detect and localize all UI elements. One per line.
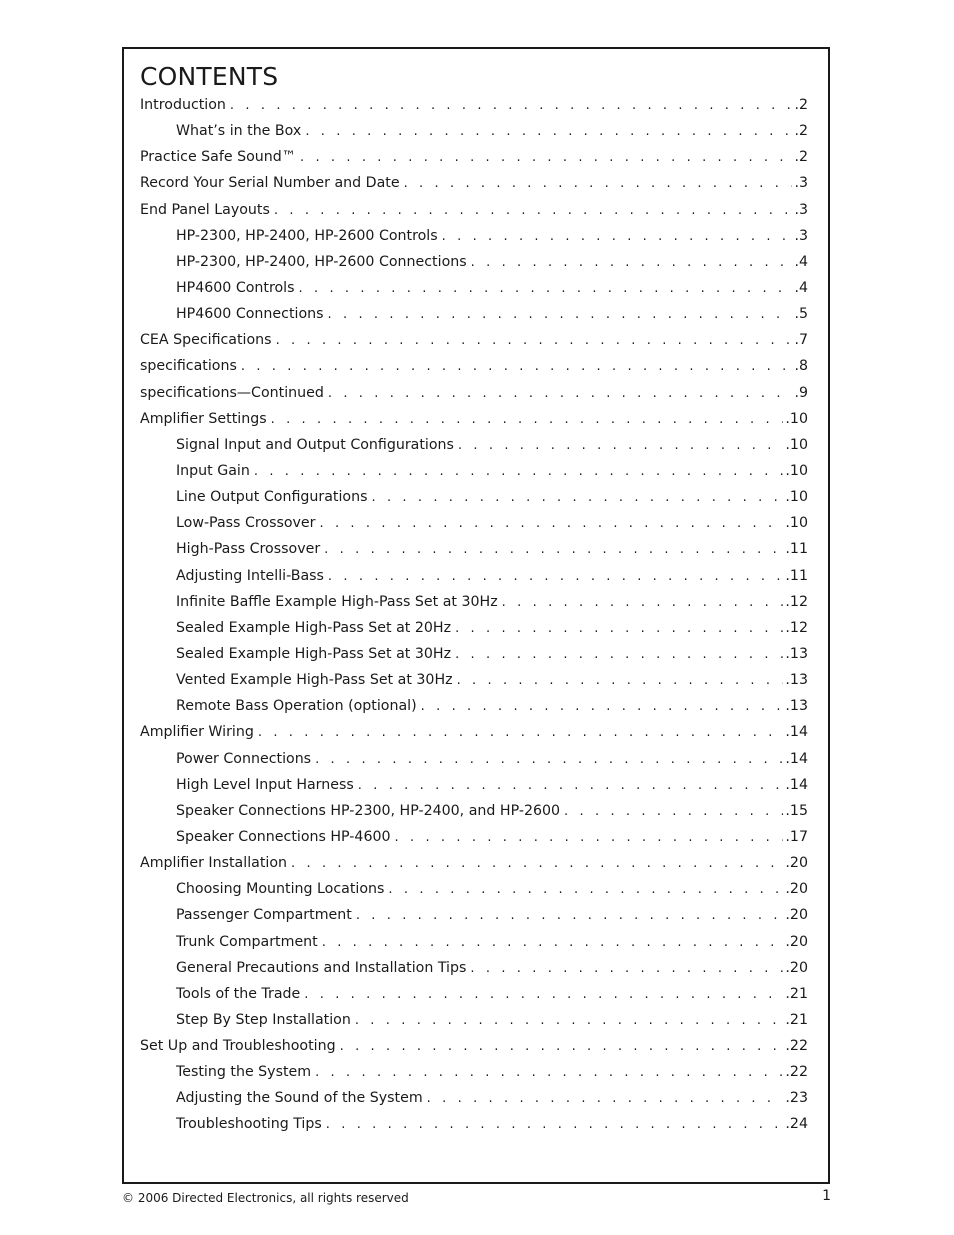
dot-leader <box>355 1008 784 1033</box>
toc-entry-label: Choosing Mounting Locations <box>176 881 385 898</box>
toc-subentry[interactable] <box>140 746 808 772</box>
toc-entry-label: End Panel Layouts <box>140 201 270 218</box>
toc-subentry[interactable] <box>140 981 808 1007</box>
toc-entry-page: .10 <box>785 489 808 506</box>
toc-entry-label: Remote Bass Operation (optional) <box>176 698 417 715</box>
toc-entry-page: .21 <box>785 1011 808 1028</box>
toc-entry-page: .11 <box>785 541 808 558</box>
toc-entry-label: Speaker Connections HP-4600 <box>176 828 391 845</box>
toc-entry-label: High-Pass Crossover <box>176 541 321 558</box>
toc-entry-label: Record Your Serial Number and Date <box>140 175 400 192</box>
toc-entry-label: Sealed Example High-Pass Set at 30Hz <box>176 645 452 662</box>
toc-entry-label: Input Gain <box>176 462 250 479</box>
toc-entry-page: .2 <box>794 123 808 140</box>
toc-entry-label: specifications <box>140 358 237 375</box>
dot-leader <box>274 198 793 223</box>
toc-entry-page: .2 <box>794 149 808 166</box>
toc-subentry[interactable] <box>140 458 808 484</box>
toc-entry-page: .10 <box>785 410 808 427</box>
toc-entry-label: HP4600 Connections <box>176 306 324 323</box>
toc-entry-page: .11 <box>785 567 808 584</box>
toc-subentry[interactable] <box>140 876 808 902</box>
toc-subentry[interactable] <box>140 929 808 955</box>
dot-leader <box>442 224 793 249</box>
toc-entry[interactable] <box>140 850 808 876</box>
toc-entry[interactable] <box>140 92 808 118</box>
dot-leader <box>326 1112 784 1137</box>
toc-subentry[interactable] <box>140 275 808 301</box>
dot-leader <box>388 877 783 902</box>
toc-entry[interactable] <box>140 380 808 406</box>
dot-leader <box>276 328 793 353</box>
toc-entry[interactable] <box>140 170 808 196</box>
dot-leader <box>455 616 783 641</box>
toc-subentry[interactable] <box>140 536 808 562</box>
toc-subentry[interactable] <box>140 1007 808 1033</box>
toc-entry-page: .21 <box>785 985 808 1002</box>
toc-entry-label: HP-2300, HP-2400, HP-2600 Connections <box>176 253 467 270</box>
toc-entry-page: .2 <box>794 97 808 113</box>
dot-leader <box>458 433 783 458</box>
dot-leader <box>356 903 784 928</box>
toc-entry-page: .14 <box>785 776 808 793</box>
toc-subentry[interactable] <box>140 118 808 144</box>
dot-leader <box>305 119 792 144</box>
toc-subentry[interactable] <box>140 1059 808 1085</box>
toc-entry-page: .4 <box>794 253 808 270</box>
copyright-notice: © 2006 Directed Electronics, all rights reserved <box>122 1191 409 1205</box>
toc-entry-label: Line Output Configurations <box>176 489 368 506</box>
toc-entry-page: .20 <box>785 959 808 976</box>
toc-entry-page: .7 <box>794 332 808 349</box>
toc-entry-page: .10 <box>785 436 808 453</box>
toc-entry[interactable] <box>140 353 808 379</box>
toc-entry-page: .14 <box>785 750 808 767</box>
dot-leader <box>300 145 792 170</box>
dot-leader <box>328 381 793 406</box>
toc-subentry[interactable] <box>140 824 808 850</box>
toc-entry[interactable] <box>140 327 808 353</box>
toc-entry-label: What’s in the Box <box>176 123 302 140</box>
toc-entry-page: .12 <box>785 593 808 610</box>
dot-leader <box>455 642 783 667</box>
toc-subentry[interactable] <box>140 641 808 667</box>
toc-entry-page: .22 <box>785 1038 808 1055</box>
dot-leader <box>328 302 793 327</box>
toc-entry-page: .3 <box>794 201 808 218</box>
toc-entry-page: .14 <box>785 724 808 741</box>
dot-leader <box>271 407 784 432</box>
dot-leader <box>324 537 783 562</box>
dot-leader <box>241 354 793 379</box>
dot-leader <box>230 93 793 118</box>
toc-entry-page: .20 <box>785 933 808 950</box>
dot-leader <box>471 250 793 275</box>
toc-entry-label: HP-2300, HP-2400, HP-2600 Controls <box>176 227 438 244</box>
toc-entry-label: Low-Pass Crossover <box>176 515 316 532</box>
toc-subentry[interactable] <box>140 1085 808 1111</box>
dot-leader <box>470 956 783 981</box>
toc-subentry[interactable] <box>140 902 808 928</box>
page-number: 1 <box>822 1188 831 1204</box>
toc-entry-page: .15 <box>785 802 808 819</box>
toc-subentry[interactable] <box>140 955 808 981</box>
toc-entry-page: .20 <box>785 907 808 924</box>
dot-leader <box>457 668 784 693</box>
toc-entry-label: HP4600 Controls <box>176 279 295 296</box>
toc-entry-label: Signal Input and Output Configurations <box>176 436 454 453</box>
toc-entry-label: Amplifier Wiring <box>140 724 254 741</box>
toc-entry-page: .13 <box>785 672 808 689</box>
toc-entry-label: Power Connections <box>176 750 312 767</box>
toc-entry[interactable] <box>140 719 808 745</box>
toc-entry-page: .13 <box>785 645 808 662</box>
toc-subentry[interactable] <box>140 249 808 275</box>
toc-subentry[interactable] <box>140 1111 808 1137</box>
dot-leader <box>358 773 784 798</box>
toc-entry-page: .10 <box>785 462 808 479</box>
toc-entry-page: .23 <box>785 1090 808 1107</box>
toc-subentry[interactable] <box>140 301 808 327</box>
dot-leader <box>395 825 784 850</box>
toc-entry-label: Passenger Compartment <box>176 907 352 924</box>
toc-entry-label: High Level Input Harness <box>176 776 354 793</box>
toc-entry-label: Sealed Example High-Pass Set at 20Hz <box>176 619 452 636</box>
toc-entry-label: Introduction <box>140 97 226 113</box>
toc-entry-page: .13 <box>785 698 808 715</box>
toc-subentry[interactable] <box>140 798 808 824</box>
toc-subentry[interactable] <box>140 484 808 510</box>
toc-entry-label: Vented Example High-Pass Set at 30Hz <box>176 672 453 689</box>
toc-entry-page: .20 <box>785 855 808 872</box>
toc-entry-page: .24 <box>785 1116 808 1133</box>
toc-subentry[interactable] <box>140 667 808 693</box>
dot-leader <box>322 930 784 955</box>
toc-entry-page: .4 <box>794 279 808 296</box>
toc-subentry[interactable] <box>140 589 808 615</box>
toc-subentry[interactable] <box>140 432 808 458</box>
dot-leader <box>371 485 783 510</box>
toc-entry-page: .10 <box>785 515 808 532</box>
dot-leader <box>315 747 783 772</box>
toc-entry-page: .12 <box>785 619 808 636</box>
table-of-contents <box>140 92 808 1138</box>
toc-entry-page: .22 <box>785 1064 808 1081</box>
dot-leader <box>258 720 784 745</box>
toc-subentry[interactable] <box>140 693 808 719</box>
toc-entry-label: CEA Specifications <box>140 332 272 349</box>
toc-entry-label: Step By Step Installation <box>176 1011 351 1028</box>
dot-leader <box>404 171 793 196</box>
dot-leader <box>291 851 783 876</box>
toc-entry-page: .17 <box>785 828 808 845</box>
dot-leader <box>502 590 784 615</box>
dot-leader <box>421 694 784 719</box>
toc-entry-label: Set Up and Troubleshooting <box>140 1038 336 1055</box>
toc-subentry[interactable] <box>140 223 808 249</box>
page-title: CONTENTS <box>140 62 279 91</box>
toc-entry-page: .9 <box>794 384 808 401</box>
toc-entry-page: .3 <box>794 227 808 244</box>
toc-entry-label: General Precautions and Installation Tips <box>176 959 467 976</box>
dot-leader <box>340 1034 784 1059</box>
toc-entry[interactable] <box>140 1033 808 1059</box>
toc-entry-label: Adjusting Intelli-Bass <box>176 567 324 584</box>
toc-subentry[interactable] <box>140 563 808 589</box>
dot-leader <box>564 799 783 824</box>
toc-entry-label: Testing the System <box>176 1064 312 1081</box>
dot-leader <box>315 1060 783 1085</box>
toc-entry[interactable] <box>140 197 808 223</box>
toc-entry-label: Tools of the Trade <box>176 985 301 1002</box>
toc-entry-page: .8 <box>794 358 808 375</box>
dot-leader <box>304 982 783 1007</box>
toc-entry-page: .5 <box>794 306 808 323</box>
toc-entry-label: Speaker Connections HP-2300, HP-2400, and HP-2600 <box>176 802 561 819</box>
dot-leader <box>299 276 793 301</box>
toc-entry-label: Adjusting the Sound of the System <box>176 1090 423 1107</box>
dot-leader <box>427 1086 784 1111</box>
toc-entry[interactable] <box>140 406 808 432</box>
toc-entry-label: specifications—Continued <box>140 384 324 401</box>
toc-entry-label: Infinite Baffle Example High-Pass Set at 30Hz <box>176 593 498 610</box>
toc-subentry[interactable] <box>140 772 808 798</box>
toc-entry-label: Troubleshooting Tips <box>176 1116 322 1133</box>
dot-leader <box>254 459 784 484</box>
toc-entry-label: Trunk Compartment <box>176 933 318 950</box>
toc-entry-label: Amplifier Settings <box>140 410 267 427</box>
toc-entry[interactable] <box>140 144 808 170</box>
toc-subentry[interactable] <box>140 615 808 641</box>
dot-leader <box>328 564 784 589</box>
toc-entry-page: .20 <box>785 881 808 898</box>
toc-entry-label: Amplifier Installation <box>140 855 288 872</box>
dot-leader <box>320 511 784 536</box>
toc-entry-page: .3 <box>794 175 808 192</box>
toc-subentry[interactable] <box>140 510 808 536</box>
toc-entry-label: Practice Safe Sound™ <box>140 149 296 166</box>
